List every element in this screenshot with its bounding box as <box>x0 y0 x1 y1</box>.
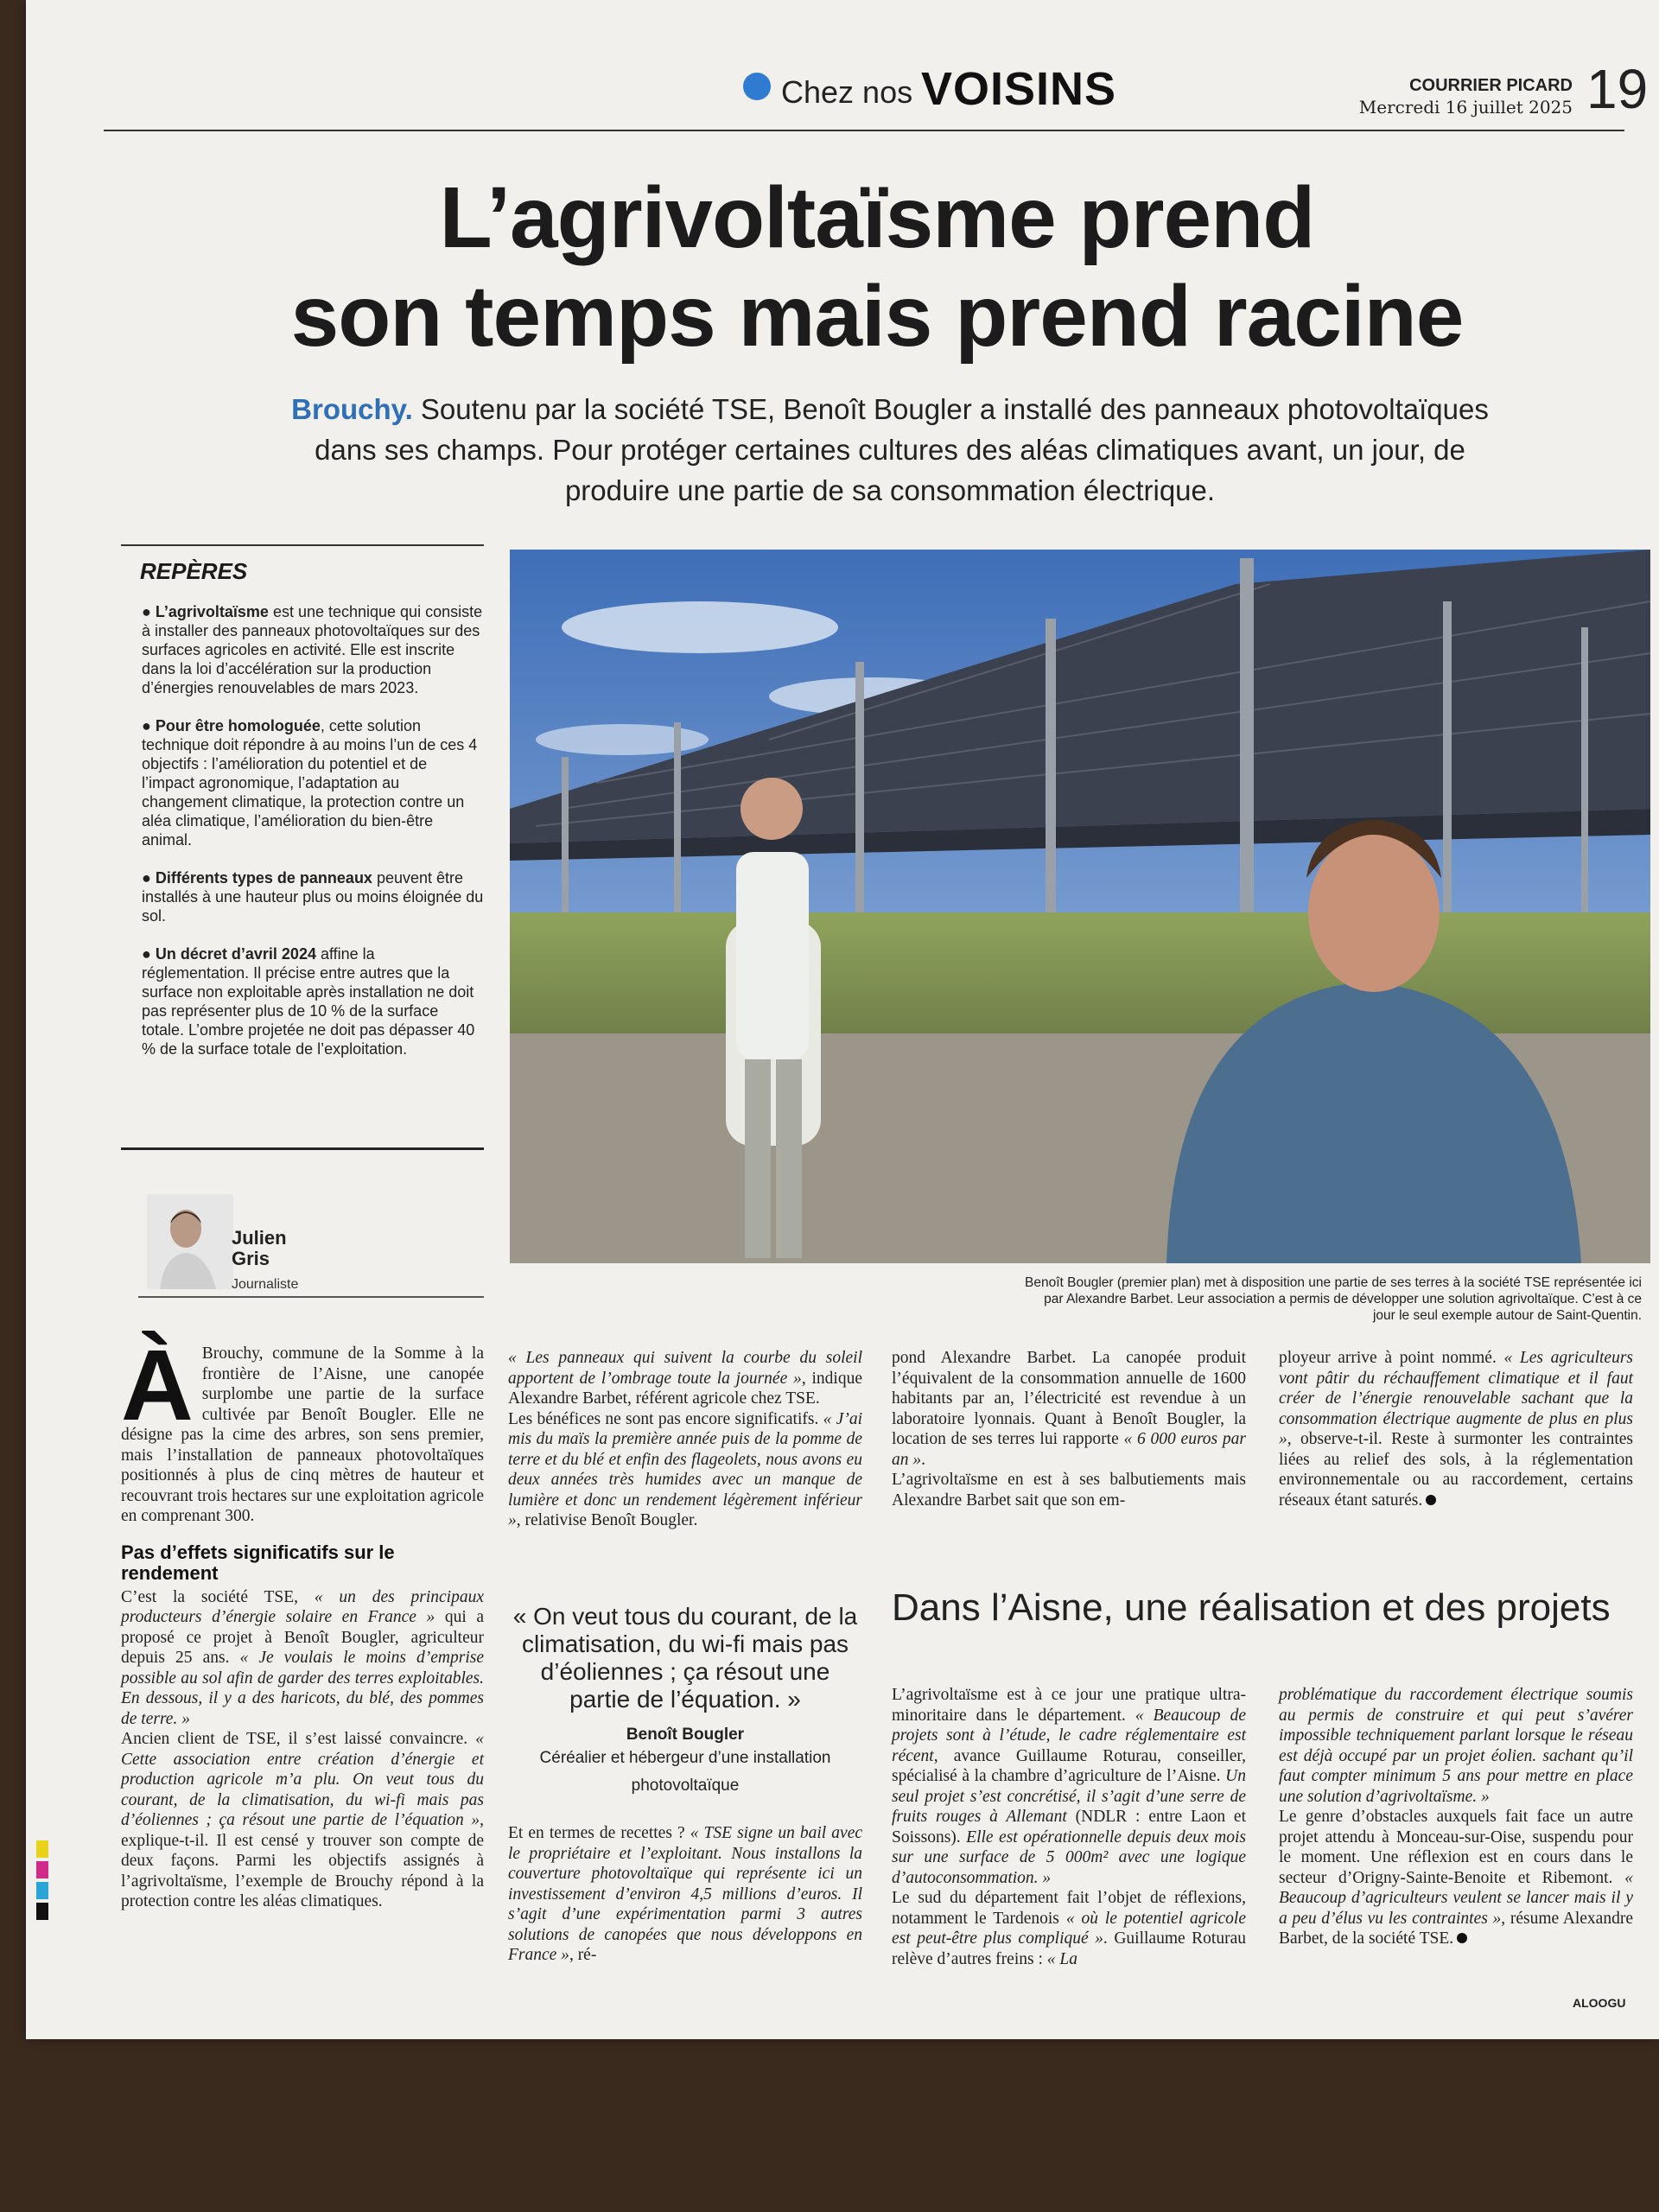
reperes-item: ● Différents types de panneaux peuvent être installés à une hauteur plus ou moins éloignée du sol. <box>142 869 484 925</box>
reperes-title: REPÈRES <box>140 558 248 584</box>
section-prefix: Chez nos <box>781 74 913 110</box>
paragraph-text: Brouchy, commune de la Somme à la frontière de l’Aisne, une canopée surplombe une partie de la surface cultivée par Benoît Bougler. Elle ne désigne pas la cime des arbres, son sens premier, mais l’installation de panneaux photovoltaïques positionnés à plus de cinq mètres de hauteur et recouvrant trois hectares sur une exploitation agricole en comprenant 300. <box>121 1344 484 1525</box>
body-paragraph <box>121 1329 484 1527</box>
author-byline <box>138 1184 484 1298</box>
secondary-column-2 <box>1279 1685 1633 1949</box>
paragraph-text: , résume Alexandre Barbet, de la société TSE. <box>1279 1909 1633 1948</box>
paragraph-text: Ancien client de TSE, il s’est laissé convaincre. <box>121 1730 476 1748</box>
quote-text: Un seul projet s’est concrétisé, il s’agit d’une serre de fruits rouges à Allemant <box>892 1767 1246 1826</box>
body-paragraph <box>121 1729 484 1912</box>
paragraph-text: Les bénéfices ne sont pas encore significatifs. <box>508 1409 823 1428</box>
lead-text: Soutenu par la société TSE, Benoît Bougler a installé des panneaux photovoltaïques dans ses champs. Pour protéger certaines cultures des aléas climatiques avant, un jour, de produire une partie de sa consommation électrique. <box>315 393 1489 506</box>
body-paragraph: L’agrivoltaïsme en est à ses balbutiements mais Alexandre Barbet sait que son em- <box>892 1471 1246 1510</box>
paragraph-text: . Guillaume Roturau relève d’autres freins : <box>892 1929 1246 1968</box>
paragraph-text: Le genre d’obstacles auxquels fait face un autre projet attendu à Monceau-sur-Oise, suspendu pour le moment. Une réflexion est en cours dans le secteur d’Origny-Sainte-Benoite et Ribemont. <box>1279 1808 1633 1887</box>
photo-caption: Benoît Bougler (premier plan) met à disposition une partie de ses terres à la société TSE représentée ici par Alexandre Barbet. Leur association a permis de développer une solution agrivoltaïque. C’est à ce jour le seul exemple autour de Saint-Quentin. <box>1025 1275 1642 1323</box>
quote-text: « Les agriculteurs vont pâtir du réchauffement climatique et il faut créer de l’énergie renouvelable sachant que la consommation électrique augmente de plus en plus » <box>1279 1349 1634 1448</box>
end-mark-icon <box>1426 1495 1436 1505</box>
subhead: Pas d’effets significatifs sur le rendement <box>121 1541 395 1584</box>
author-portrait <box>147 1194 233 1289</box>
reperes-item-text: affine la réglementation. Il précise entre autres que la surface non exploitable après installation ne doit pas représenter plus de 10 % de la surface totale. L’ombre projetée ne doit pas dépasser 40 % de la surface totale de l’exploitation. <box>142 945 475 1058</box>
body-paragraph <box>121 1587 484 1730</box>
body-paragraph <box>892 1888 1246 1969</box>
paragraph-text: , observe-t-il. Reste à surmonter les contraintes liées au relief des sols, à la réglementation environnementale ou au raccordement, certains réseaux étant saturés. <box>1279 1430 1633 1510</box>
quote-text: « où le potentiel agricole est peut-être plus compliqué » <box>892 1909 1247 1948</box>
quote-text: « La <box>1046 1949 1077 1968</box>
reperes-item-text: est une technique qui consiste à installer des panneaux photovoltaïques sur des surfaces agricoles en activité. Elle est inscrite dans la loi d’accélération sur la production d’énergies renouvelables de mars 2023. <box>142 603 483 696</box>
reperes-item-text: peuvent être installés à une hauteur plus ou moins éloignée du sol. <box>142 869 484 925</box>
paragraph-text: C’est la société TSE, <box>121 1587 315 1606</box>
secondary-column-1 <box>892 1685 1246 1969</box>
author-last-name: Gris <box>232 1248 270 1269</box>
author-portrait-drawing <box>147 1194 233 1289</box>
author-first-name: Julien <box>232 1227 287 1249</box>
paragraph-text: (NDLR : entre Laon et Soissons). <box>892 1808 1246 1847</box>
body-paragraph <box>508 1348 862 1409</box>
quote-text: « Cette association entre création d’énergie et production agricole m’a plu. On veut tous du courant, de la climatisation, du wi-fi mais pas d’éoliennes ; ça résout une partie de l’équation » <box>121 1730 484 1829</box>
paragraph-text: pond Alexandre Barbet. La canopée produit l’équivalent de la consommation annuelle de 1600 habitants par an, l’électricité est revendue à un laboratoire lyonnais. Quant à Benoît Bougler, la location de ses terres lui rapporte <box>892 1349 1246 1448</box>
body-column-3 <box>892 1348 1246 1510</box>
reperes-item-text: , cette solution technique doit répondre à au moins l’un de ces 4 objectifs : l’amélioration du potentiel et de l’impact agronomique, l’adaptation au changement climatique, la protection contre un aléa climatique, l’amélioration du bien-être animal. <box>142 717 478 849</box>
pull-quote-role: Céréalier et hébergeur d’une installation photovoltaïque <box>539 1749 831 1795</box>
end-mark-icon <box>1457 1933 1467 1943</box>
reperes-divider <box>121 1147 484 1150</box>
quote-text: « 6 000 euros par an » <box>892 1430 1247 1469</box>
body-paragraph <box>892 1348 1246 1470</box>
reperes-box <box>121 544 484 1077</box>
quote-text: « Beaucoup de projets sont à l’étude, le cadre réglementaire est récent <box>892 1706 1246 1765</box>
section-dot-icon <box>743 73 771 100</box>
quote-text: « Je voulais le moins d’emprise possible au sol afin de garder des terres exploitables. En dessous, il y a des haricots, du blé, des pommes de terre. » <box>121 1649 484 1728</box>
reperes-item-lead: L’agrivoltaïsme <box>155 603 269 620</box>
reperes-item: ● Pour être homologuée, cette solution technique doit répondre à au moins l’un de ces 4 objectifs : l’amélioration du potentiel et de l’impact agronomique, l’adaptation au changement climatique, la protection contre un aléa climatique, l’amélioration du bien-être animal. <box>142 717 478 849</box>
paragraph-text: ployeur arrive à point nommé. <box>1279 1349 1504 1367</box>
paragraph-text: . <box>921 1450 925 1469</box>
section-name: VOISINS <box>921 63 1117 115</box>
quote-text: Elle est opérationnelle depuis deux mois sur une surface de 5 000m² avec une logique d’autoconsommation. » <box>892 1827 1246 1887</box>
paragraph-text: , ré- <box>569 1946 597 1964</box>
quote-text: « un des principaux producteurs d’énergie solaire en France » <box>121 1587 484 1626</box>
reperes-item-lead: Différents types de panneaux <box>155 869 372 887</box>
reperes-item-lead: Un décret d’avril 2024 <box>155 945 316 963</box>
article-headline <box>147 168 1607 365</box>
color-registration-icon <box>36 1840 48 1944</box>
quote-text: « TSE signe un bail avec le propriétaire et l’exploitant. Nous installons la couverture photovoltaïque qui représente ici un investissement d’environ 4,5 millions d’euros. Il s’agit d’une expérimentation parmi 3 autres solutions de canopées que nous développons en France » <box>508 1824 862 1964</box>
article-lead <box>285 389 1495 511</box>
reperes-item-lead: Pour être homologuée <box>155 717 321 734</box>
page-number: 19 <box>1586 58 1649 120</box>
body-column-2-lower <box>508 1823 862 1966</box>
headline-line-2: son temps mais prend racine <box>290 268 1464 365</box>
body-column-4 <box>1279 1348 1633 1510</box>
pull-quote <box>508 1603 862 1800</box>
paragraph-text: Le sud du département fait l’objet de réflexions, notamment le Tardenois <box>892 1889 1246 1928</box>
pull-quote-text: « On veut tous du courant, de la climatisation, du wi-fi mais pas d’éoliennes ; ça résout une partie de l’équation. » <box>512 1603 858 1713</box>
paragraph-text: , avance Guillaume Roturau, conseiller, spécialisé à la chambre d’agriculture de l’Aisne. <box>892 1746 1246 1785</box>
quote-text: « Les panneaux qui suivent la courbe du soleil apportent de l’ombrage toute la journée » <box>508 1349 862 1388</box>
body-paragraph <box>892 1685 1246 1888</box>
headline-line-1: L’agrivoltaïsme prend <box>439 169 1315 266</box>
page-header <box>104 52 1649 131</box>
paragraph-text: qui a proposé ce projet à Benoît Bougler, agriculteur depuis 25 ans. <box>121 1608 484 1667</box>
body-paragraph <box>508 1823 862 1966</box>
body-paragraph <box>1279 1807 1633 1949</box>
pull-quote-author: Benoît Bougler <box>626 1726 745 1744</box>
quote-text: « J’ai mis du maïs la première année puis de la pomme de terre et du blé et enfin des flageolets, nous avons eu deux années très humides avec un manque de lumière et donc un rendement légèrement inférieur » <box>508 1409 862 1529</box>
dropcap: À <box>121 1329 194 1441</box>
article-photo <box>510 550 1650 1263</box>
body-paragraph <box>1279 1348 1633 1510</box>
body-paragraph <box>508 1409 862 1531</box>
paragraph-text: Et en termes de recettes ? <box>508 1824 690 1842</box>
paragraph-text: , indique Alexandre Barbet, référent agricole chez TSE. <box>508 1369 862 1408</box>
body-paragraph <box>1279 1685 1633 1807</box>
author-role: Journaliste <box>232 1277 299 1292</box>
body-column-1 <box>121 1329 484 1912</box>
quote-text: « Beaucoup d’agriculteurs veulent se lancer mais il y a peu d’élus vu les contraintes » <box>1279 1868 1633 1928</box>
newspaper-name: COURRIER PICARD <box>1409 76 1573 95</box>
paragraph-text: , explique-t-il. Il est censé y trouver son compte de deux façons. Parmi les objectifs assignés à l’agrivoltaïsme, l’exemple de Brouchy répond à la protection contre les aléas climatiques. <box>121 1811 484 1910</box>
quote-text: problématique du raccordement électrique soumis au permis de construire et qui peut s’avérer impossible techniquement parlant lorsque le réseau est déjà occupé par un projet éolien. sachant qu’il faut compter minimum 5 ans pour mettre en place une solution d’agrivoltaïsme. » <box>1279 1686 1633 1806</box>
paragraph-text: L’agrivoltaïsme est à ce jour une pratique ultra-minoritaire dans le département. <box>892 1686 1246 1725</box>
paragraph-text: , relativise Benoît Bougler. <box>516 1511 698 1529</box>
print-code: ALOOGU <box>1573 1996 1626 2010</box>
solar-canopy-photo <box>510 550 1650 1263</box>
dateline-location: Brouchy. <box>291 393 413 425</box>
body-column-2 <box>508 1348 862 1531</box>
secondary-headline: Dans l’Aisne, une réalisation et des projets <box>892 1586 1611 1629</box>
issue-date: Mercredi 16 juillet 2025 <box>1358 97 1573 118</box>
reperes-item: ● Un décret d’avril 2024 affine la réglementation. Il précise entre autres que la surface non exploitable après installation ne doit pas représenter plus de 10 % de la surface totale. L’ombre projetée ne doit pas dépasser 40 % de la surface totale de l’exploitation. <box>142 945 475 1058</box>
newspaper-page <box>26 0 1659 2039</box>
reperes-item: ● L’agrivoltaïsme est une technique qui consiste à installer des panneaux photovoltaïques sur des surfaces agricoles en activité. Elle est inscrite dans la loi d’accélération sur la production d’énergies renouvelables de mars 2023. <box>142 603 483 696</box>
